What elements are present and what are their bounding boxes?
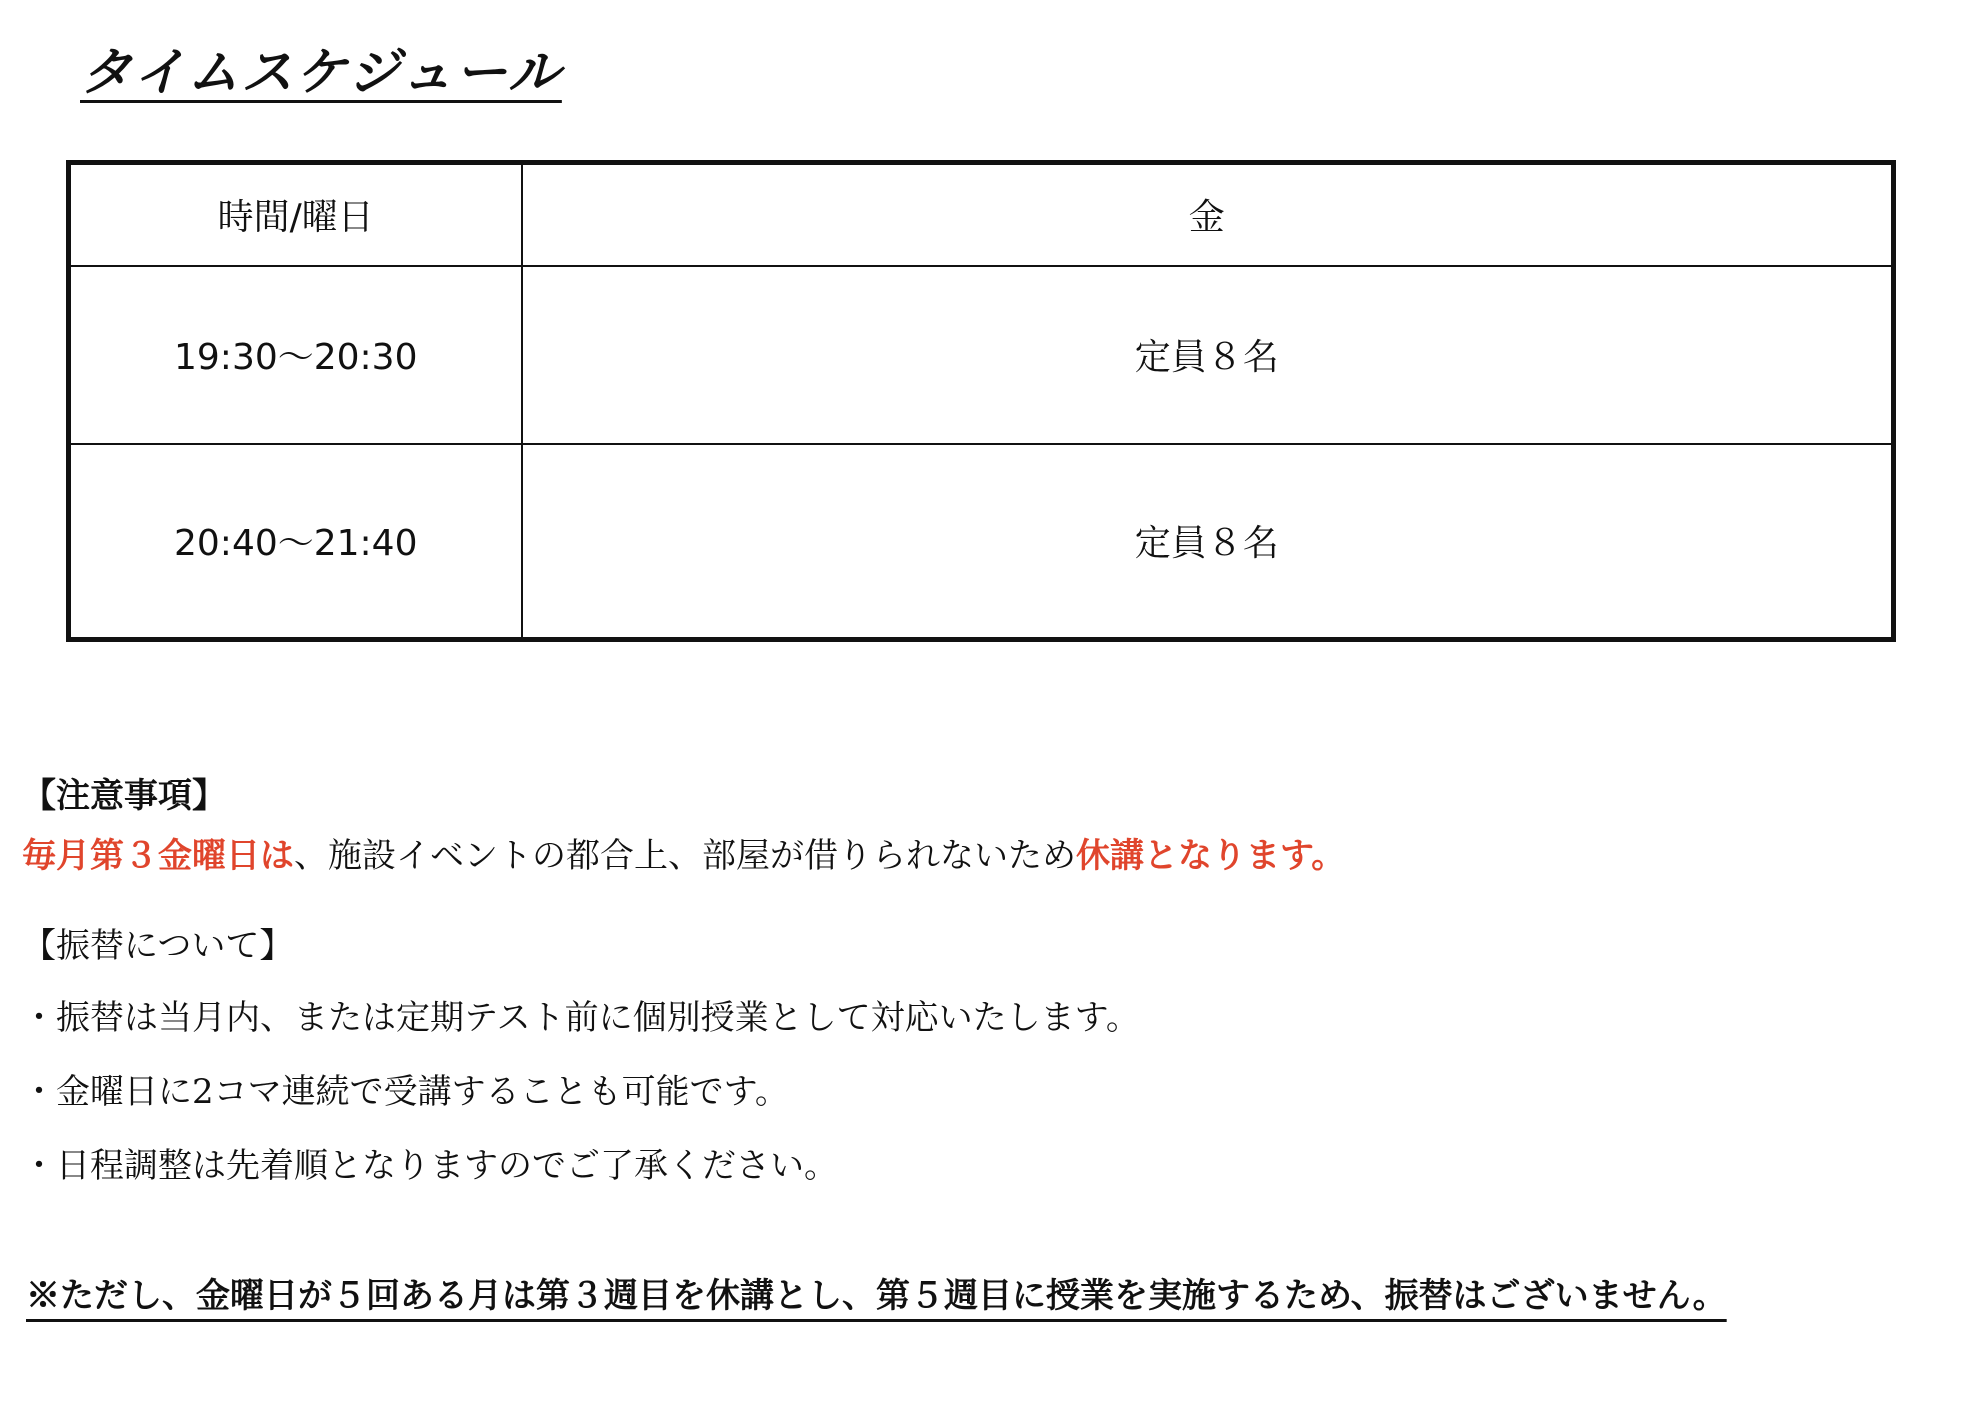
header-day-cell: 金 [522,163,1894,266]
caution-text [22,828,1345,877]
page-title: タイムスケジュール [80,42,562,103]
table-row [69,444,1894,640]
caution-red-text-2: 休講となります。 [1076,836,1346,876]
table-header-row [69,163,1894,266]
final-note: ※ただし、金曜日が５回ある月は第３週目を休講とし、第５週目に授業を実施するため、振替はございません。 [26,1276,1727,1316]
caution-red-text: 毎月第３金曜日は [22,836,294,876]
capacity-cell: 定員８名 [522,266,1894,444]
time-cell: 20:40〜21:40 [69,444,522,640]
capacity-cell: 定員８名 [522,444,1894,640]
list-item: ・日程調整は先着順となりますのでご了承ください。 [22,1146,838,1186]
transfer-heading: 【振替について】 [22,926,294,966]
schedule-table [66,160,1896,642]
header-time-cell: 時間/曜日 [69,163,522,266]
list-item: ・金曜日に2コマ連続で受講することも可能です。 [22,1072,789,1112]
caution-normal-text: 、施設イベントの都合上、部屋が借りられないため [294,836,1076,876]
time-cell: 19:30〜20:30 [69,266,522,444]
caution-heading: 【注意事項】 [22,776,226,816]
table-row [69,266,1894,444]
list-item: ・振替は当月内、または定期テスト前に個別授業として対応いたします。 [22,998,1140,1038]
